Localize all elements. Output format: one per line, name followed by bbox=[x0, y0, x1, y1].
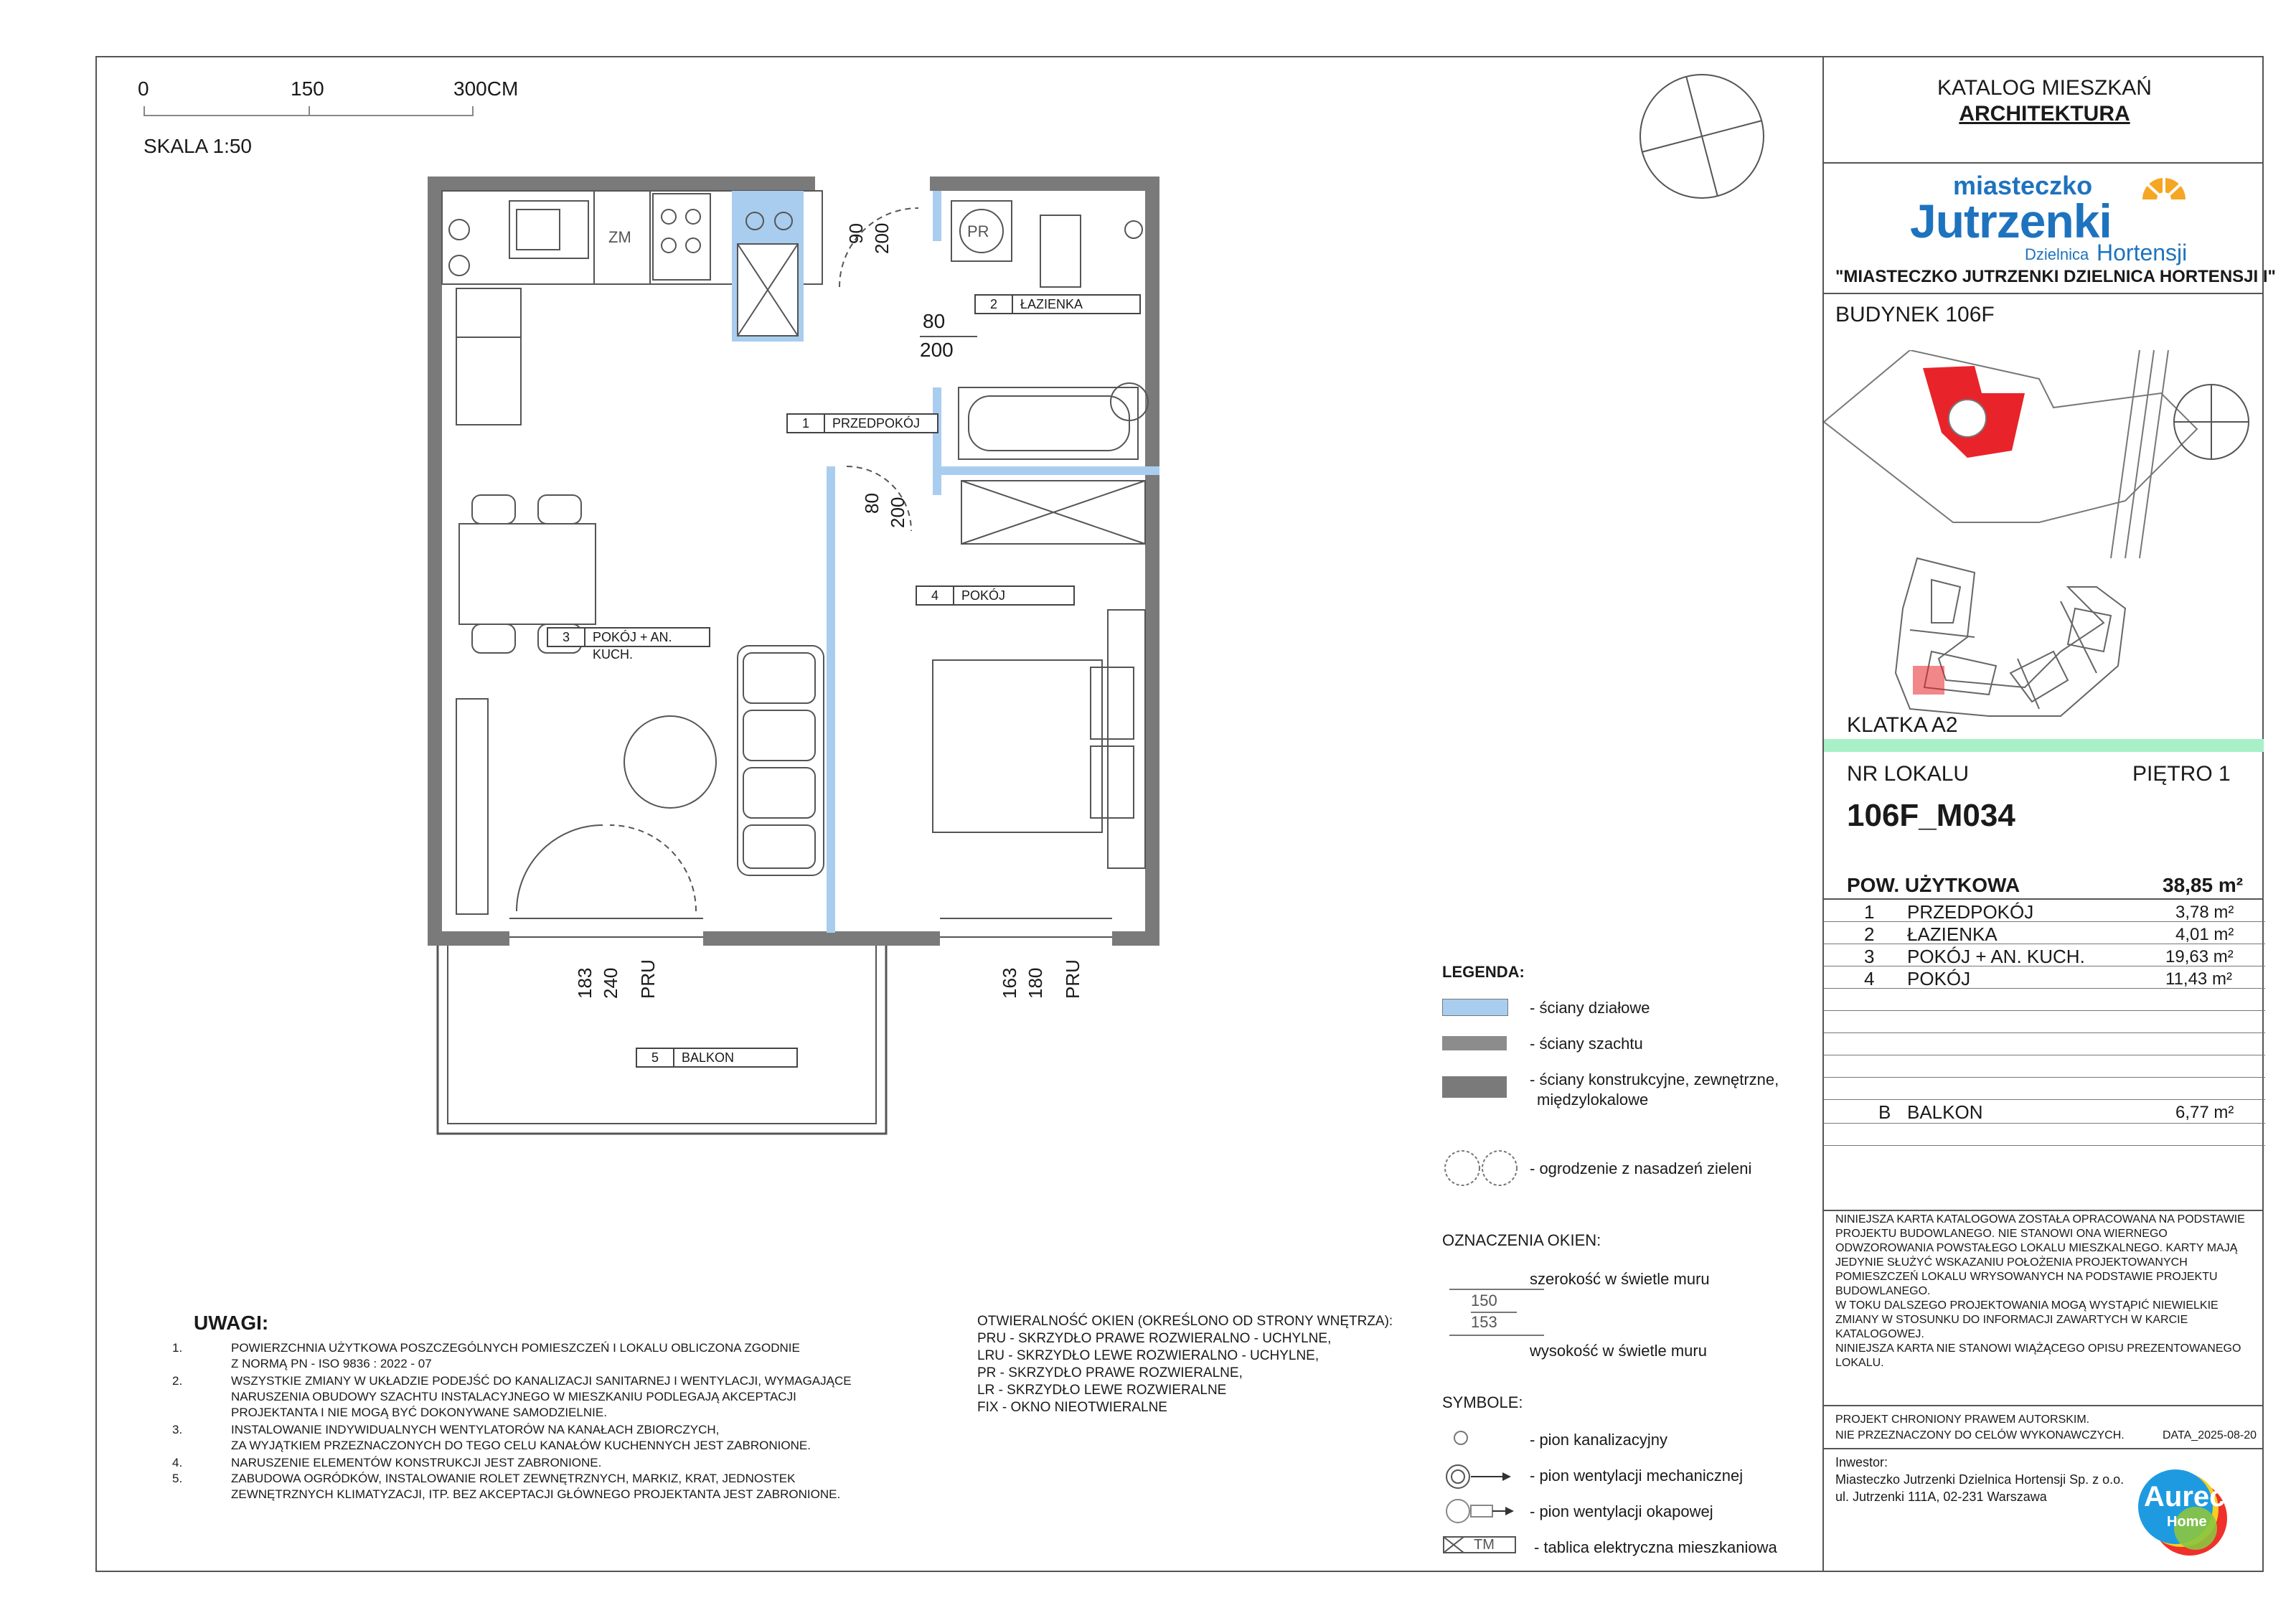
win-width-value: 150 bbox=[1471, 1292, 1497, 1309]
unit-number: 106F_M034 bbox=[1847, 798, 2015, 833]
fridge-label: ZM bbox=[608, 228, 631, 246]
investor-line-2: ul. Jutrzenki 111A, 02-231 Warszawa bbox=[1835, 1490, 2047, 1504]
legend-label-structural-2: międzylokalowe bbox=[1537, 1091, 1649, 1109]
legend-swatch-structural bbox=[1442, 1076, 1507, 1098]
accent-bar bbox=[1824, 739, 2264, 752]
scale-label: SKALA 1:50 bbox=[144, 135, 253, 157]
date-stamp: DATA_2025-08-20 bbox=[2163, 1429, 2257, 1441]
disclaimer: NINIEJSZA KARTA KATALOGOWA ZOSTAŁA OPRACOWANA NA PODSTAWIE PROJEKTU BUDOWLANEGO. NIE STANOWI ONA WIERNEGO ODWZOROWANIA POWSTAŁEGO LOKALU MIESZKALNEGO. KARTY MAJĄ JEDYNIE SŁUŻYĆ WSKAZANIU POŁOŻENIA PROJEKTOWANYCH POMIESZCZEŃ LOKALU WRYSOWANYCH NA PODSTAWIE PROJEKTU BUDOWLANEGO. W TOKU DALSZEGO PROJEKTOWANIA MOGĄ WYSTĄPIĆ NIEWIELKIE ZMIANY W STOSUNKU DO INFORMACJI ZAWARTYCH W KARCIE KATALOGOWEJ. NINIEJSZA KARTA NIE STANOWI WIĄŻĄCEGO OPISU PREZENTOWANEGO LOKALU. bbox=[1835, 1213, 2245, 1369]
logo-sub2: Hortensji bbox=[2097, 240, 2188, 265]
washer-label: PR bbox=[967, 222, 989, 240]
symbol-label-mech-vent: - pion wentylacji mechanicznej bbox=[1530, 1467, 1744, 1485]
electric-panel-code: TM bbox=[1474, 1537, 1495, 1553]
area-total: 38,85 m² bbox=[2163, 874, 2244, 896]
door-dim-1: 90 200 bbox=[845, 222, 893, 254]
legend-swatch-shaft bbox=[1442, 1036, 1507, 1050]
architecture-header: ARCHITEKTURA bbox=[1959, 102, 2130, 126]
scale-bar bbox=[138, 77, 519, 121]
win-width-label: szerokość w świetle muru bbox=[1530, 1270, 1710, 1288]
room-tag-2: 2 ŁAZIENKA bbox=[974, 294, 1141, 314]
logo-sub1: Dzielnica bbox=[2025, 245, 2089, 263]
area-label: POW. UŻYTKOWA bbox=[1847, 874, 2020, 896]
scale-tick-150: 150 bbox=[291, 77, 324, 100]
building-label: BUDYNEK 106F bbox=[1835, 303, 1995, 326]
room-area-row: 4 POKÓJ 11,43 m² bbox=[1824, 966, 2265, 989]
unit-label: NR LOKALU bbox=[1847, 762, 1970, 786]
symbol-label-sewer: - pion kanalizacyjny bbox=[1530, 1431, 1667, 1449]
room-tag-1: 1 PRZEDPOKÓJ bbox=[786, 413, 938, 433]
sun-icon bbox=[2137, 171, 2191, 202]
scale-tick-0: 0 bbox=[138, 77, 149, 100]
project-logo bbox=[1910, 171, 2197, 264]
symbol-label-hood-vent: - pion wentylacji okapowej bbox=[1530, 1502, 1713, 1520]
copyright-line-2: NIE PRZEZNACZONY DO CELÓW WYKONAWCZYCH. bbox=[1835, 1429, 2125, 1441]
window-label-1: 183 240 PRU bbox=[574, 959, 659, 999]
symbols-title: SYMBOLE: bbox=[1442, 1393, 1523, 1411]
notes-title: UWAGI: bbox=[194, 1312, 269, 1334]
north-arrow-icon bbox=[1637, 72, 1766, 201]
catalog-header: KATALOG MIESZKAŃ bbox=[1937, 76, 2152, 100]
win-height-value: 153 bbox=[1471, 1313, 1497, 1331]
copyright-line-1: PROJEKT CHRONIONY PRAWEM AUTORSKIM. bbox=[1835, 1413, 2090, 1426]
sewer-riser-icon bbox=[1452, 1429, 1469, 1446]
legend-label-partition: - ściany działowe bbox=[1530, 999, 1650, 1017]
note-3: 3. INSTALOWANIE INDYWIDUALNYCH WENTYLATORÓW NA KANAŁACH ZBIORCZYCH, ZA WYJĄTKIEM PRZEZNACZONYCH DO TEGO CELU KANAŁÓW KUCHENNYCH JEST ZABRONIONE. bbox=[172, 1423, 811, 1452]
window-opening-notes: OTWIERALNOŚĆ OKIEN (OKREŚLONO OD STRONY WNĘTRZA): PRU - SKRZYDŁO PRAWE ROZWIERALNO - UCHYLNE, LRU - SKRZYDŁO LEWE ROZWIERALNO - UCHYLNE, PR - SKRZYDŁO PRAWE ROZWIERALNE, LR - SKRZYDŁO LEWE ROZWIERALNE FIX - OKNO NIEOTWIERALNE bbox=[977, 1314, 1393, 1415]
investor-title: Inwestor: bbox=[1835, 1455, 1888, 1469]
win-height-label: wysokość w świetle muru bbox=[1530, 1342, 1707, 1360]
window-label-2: 163 180 PRU bbox=[999, 959, 1083, 999]
aurec-sub: Home bbox=[2167, 1514, 2207, 1530]
symbol-label-electric: - tablica elektryczna mieszkaniowa bbox=[1534, 1538, 1777, 1556]
legend-swatch-partition bbox=[1442, 999, 1508, 1016]
door-dim-3: 80 200 bbox=[861, 493, 908, 528]
note-1: 1. POWIERZCHNIA UŻYTKOWA POSZCZEGÓLNYCH POMIESZCZEŃ I LOKALU OBLICZONA ZGODNIE Z NORMĄ PN - ISO 9836 : 2022 - 07 bbox=[172, 1341, 800, 1370]
logo-main: Jutrzenki bbox=[1910, 194, 2112, 248]
hedge-icon bbox=[1442, 1148, 1521, 1188]
legend-label-structural: - ściany konstrukcyjne, zewnętrzne, bbox=[1530, 1071, 1779, 1088]
room-area-list bbox=[1824, 900, 2265, 1146]
site-map bbox=[1824, 350, 2265, 766]
scale-tick-300: 300CM bbox=[453, 77, 519, 100]
legend bbox=[1442, 954, 1815, 1571]
title-block bbox=[1822, 56, 2276, 1572]
windows-legend-title: OZNACZENIA OKIEN: bbox=[1442, 1231, 1601, 1249]
room-tag-4: 4 POKÓJ bbox=[916, 585, 1075, 606]
legend-label-shaft: - ściany szachtu bbox=[1530, 1035, 1643, 1053]
floor-label: PIĘTRO 1 bbox=[2132, 762, 2231, 786]
note-4: 4. NARUSZENIE ELEMENTÓW KONSTRUKCJI JEST ZABRONIONE. bbox=[172, 1456, 602, 1469]
room-area-row: 2 ŁAZIENKA 4,01 m² bbox=[1824, 922, 2265, 944]
mech-vent-icon bbox=[1442, 1461, 1521, 1492]
aurec-wordmark: Aurec bbox=[2144, 1481, 2226, 1513]
legend-label-hedge: - ogrodzenie z nasadzeń zieleni bbox=[1530, 1159, 1752, 1177]
investor-line-1: Miasteczko Jutrzenki Dzielnica Hortensji Sp. z o.o. bbox=[1835, 1472, 2125, 1487]
room-tag-3: 3 POKÓJ + AN. KUCH. bbox=[547, 627, 710, 647]
note-2: 2. WSZYSTKIE ZMIANY W UKŁADZIE PODEJŚĆ DO KANALIZACJI SANITARNEJ I WENTYLACJI, WYMAGAJĄCE NARUSZENIA OBUDOWY SZACHTU INSTALACYJNEGO W MIESZKANIU PODLEGAJĄ AKCEPTACJI PROJEKTANTA I NIE MOGĄ BYĆ DOKONYWANE SAMODZIELNIE. bbox=[172, 1374, 852, 1419]
room-area-row: 3 POKÓJ + AN. KUCH. 19,63 m² bbox=[1824, 944, 2265, 966]
note-5: 5. ZABUDOWA OGRÓDKÓW, INSTALOWANIE ROLET ZEWNĘTRZNYCH, MARKIZ, KRAT, JEDNOSTEK ZEWNĘTRZNYCH KLIMATYZACJI, ITP. BEZ AKCEPTACJI GŁÓWNEGO PROJEKTANTA JEST ZABRONIONE. bbox=[172, 1472, 841, 1501]
room-area-row: 1 PRZEDPOKÓJ 3,78 m² bbox=[1824, 900, 2265, 922]
stair-label: KLATKA A2 bbox=[1847, 713, 1958, 737]
logo-top: miasteczko bbox=[1953, 171, 2093, 200]
balcony-area-row: B BALKON 6,77 m² bbox=[1824, 1100, 2265, 1124]
legend-title: LEGENDA: bbox=[1442, 963, 1525, 981]
project-name: "MIASTECZKO JUTRZENKI DZIELNICA HORTENSJI I" bbox=[1835, 267, 2276, 286]
floor-plan bbox=[416, 165, 1184, 1170]
room-tag-5: 5 BALKON bbox=[636, 1048, 798, 1068]
hood-vent-icon bbox=[1442, 1495, 1521, 1527]
door-dim-2: 80 200 bbox=[920, 310, 984, 367]
